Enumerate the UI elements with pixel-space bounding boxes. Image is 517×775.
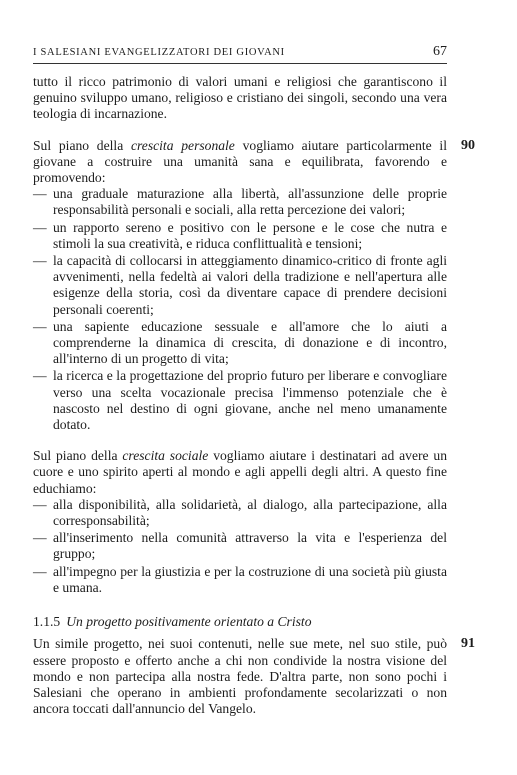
intro-paragraph: tutto il ricco patrimonio di valori umani e religiosi che garantiscono il genuino sviluppo umano, religioso e cristiano dei singoli, secondo una vera teologia di incarnazione. [33, 74, 447, 122]
intro-paragraph-block [33, 74, 447, 123]
social-growth-lead [33, 448, 447, 497]
list-item: — una sapiente educazione sessuale e all'amore che lo aiuti a comprenderne la dinamica di crescita, di donazione e di incontro, all'interno di un progetto di vita; [33, 319, 447, 368]
list-item: — alla disponibilità, alla solidarietà, al dialogo, alla partecipazione, alla corresponsabilità; [33, 497, 447, 529]
social-growth-list [33, 497, 447, 596]
social-growth-block [33, 448, 447, 596]
margin-number-90: 90 [461, 137, 475, 153]
list-item: — all'inserimento nella comunità attraverso la vita e l'esperienza del gruppo; [33, 530, 447, 562]
margin-number-91: 91 [461, 636, 475, 652]
list-item: — un rapporto sereno e positivo con le persone e le cose che nutra e stimoli la sua creatività, e riduca conflittualità e tensioni; [33, 220, 447, 252]
section-title: Un progetto positivamente orientato a Cristo [66, 614, 312, 630]
personal-growth-block [33, 137, 475, 434]
list-item: — all'impegno per la giustizia e per la costruzione di una società più giusta e umana. [33, 564, 447, 596]
list-item: — la ricerca e la progettazione del proprio futuro per liberare e convogliare verso una scelta vocazionale precisa l'immenso potenziale che è nascosto nel destino di ogni giovane, anche nel meno umanamente dotato. [33, 368, 447, 433]
list-item: — una graduale maturazione alla libertà, all'assunzione delle proprie responsabilità personali e sociali, alla retta percezione dei valori; [33, 186, 447, 218]
lead-text-continued: vogliamo aiutare i destinatari ad avere un cuore e uno spirito aperti al mondo e agli appelli degli altri. A questo fine educhiamo: [33, 448, 448, 496]
section-number: 1.1.5 [33, 614, 61, 630]
running-title: I SALESIANI EVANGELIZZATORI DEI GIOVANI [33, 47, 285, 58]
running-header [33, 44, 447, 64]
lead-text: Sul piano della [33, 448, 123, 464]
closing-block [33, 636, 475, 717]
page-number: 67 [433, 44, 447, 59]
lead-text: Sul piano della [33, 137, 131, 153]
lead-text-continued: vogliamo aiutare particolarmente il giovane a costruire una umanità sana e equilibrata, favorendo e promovendo: [33, 137, 447, 186]
closing-paragraph: Un simile progetto, nei suoi contenuti, nelle sue mete, nel suo stile, può essere proposto e offerto anche a chi non condivide la nostra visione del mondo e non partecipa alla nostra fede. D'altra parte, non sono pochi i Salesiani che operano in ambienti profondamente secolarizzati o non ancora toccati dall'annuncio del Vangelo. [33, 636, 447, 717]
lead-emphasis: crescita sociale [122, 448, 209, 464]
personal-growth-list [33, 186, 447, 433]
section-heading [33, 614, 447, 630]
page-body [33, 74, 475, 732]
lead-emphasis: crescita personale [130, 137, 235, 153]
personal-growth-lead [33, 138, 447, 187]
list-item: — la capacità di collocarsi in atteggiamento dinamico-critico di fronte agli avvenimenti, nella fedeltà ai valori della tradizione e nell'apertura alle esigenze della storia, così da diventare capace di prendere decisioni personali coerenti; [33, 253, 447, 318]
